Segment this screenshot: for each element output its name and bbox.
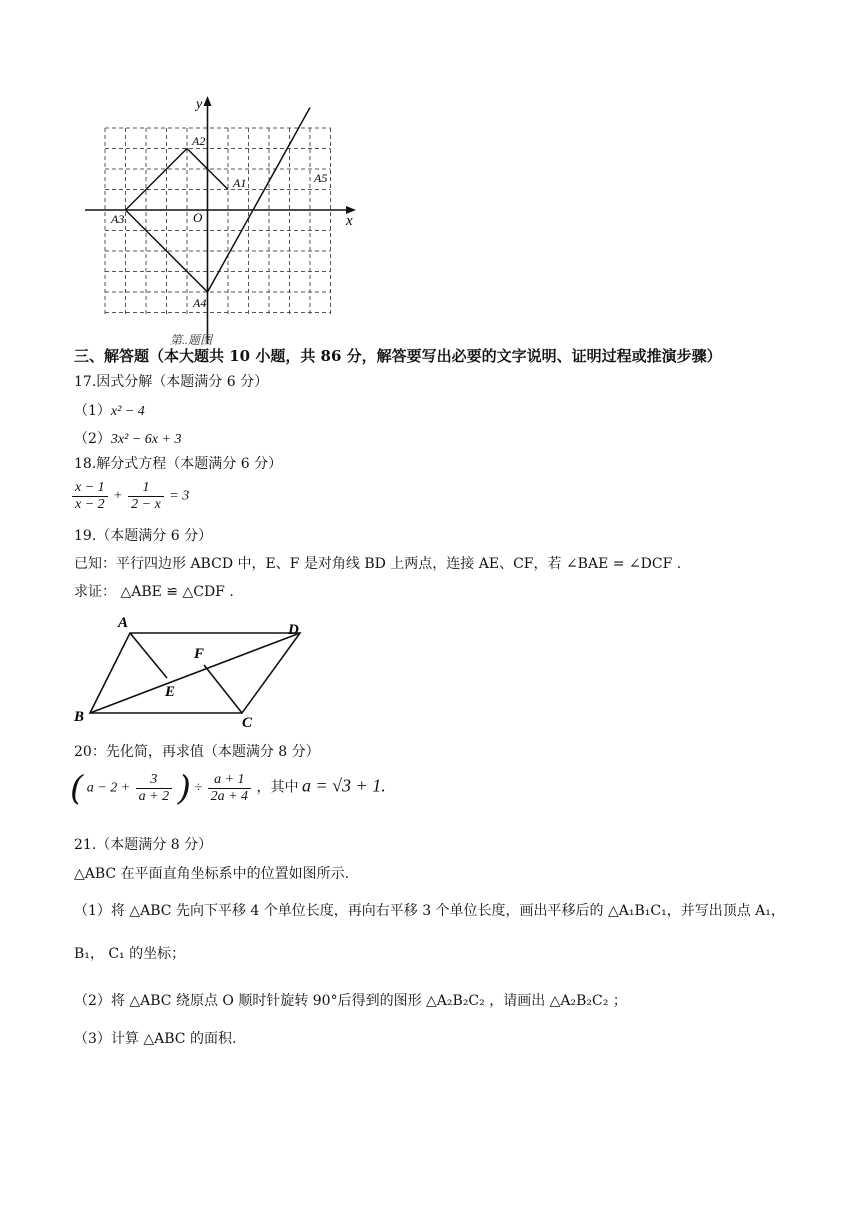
q20-left-paren: ( — [70, 768, 84, 809]
point-e-label: E — [165, 684, 176, 700]
path-a3-a4-a5 — [126, 108, 311, 293]
section-heading: 三、解答题（本大题共 10 小题，共 86 分，解答要写出必要的文字说明、证明过程或推演步骤） — [74, 347, 722, 365]
vertex-d-label: D — [288, 622, 299, 638]
vertex-b-label: B — [74, 709, 85, 725]
q20-where: ，其中 — [256, 780, 299, 796]
q20-expr-a: a − 2 + — [86, 780, 131, 796]
point-f-label: F — [194, 646, 205, 662]
q20-f1-numerator: 3 — [136, 772, 172, 789]
q21-intro: △ABC 在平面直角坐标系中的位置如图所示. — [74, 866, 350, 882]
point-a4-label: A4 — [193, 296, 207, 310]
figure-caption: 第..题图 — [170, 333, 213, 346]
q18-fraction-2 — [128, 480, 164, 513]
q20-divide: ÷ — [194, 780, 203, 796]
q17-part1-label: （1） — [74, 403, 111, 419]
diagonal-bd — [90, 633, 300, 713]
parallelogram-figure — [70, 610, 320, 735]
q20-right-paren: ) — [177, 768, 191, 809]
origin-label: O — [193, 210, 203, 225]
q17-part1-expr: x² − 4 — [110, 404, 145, 419]
point-a2-label: A2 — [192, 134, 206, 148]
q18-equation — [70, 480, 189, 513]
segment-ae — [130, 633, 167, 678]
q18-fraction-1 — [72, 480, 108, 513]
q21-part2: （2）将 △ABC 绕原点 O 顺时针旋转 90°后得到的图形 △A₂B₂C₂ ，请画出 △A₂B₂C₂ ； — [74, 993, 627, 1009]
q17-part2-label: （2） — [74, 431, 111, 447]
q20-title: 20：先化简，再求值（本题满分 8 分） — [74, 744, 320, 760]
point-a1-label: A1 — [233, 176, 247, 190]
q17-part2-expr: 3x² − 6x + 3 — [110, 432, 182, 447]
q18-f1-denominator: x − 2 — [75, 497, 105, 512]
q21-part1-cont: B₁， C₁ 的坐标； — [74, 946, 186, 962]
q18-f2-numerator: 1 — [128, 480, 164, 497]
q21-title: 21.（本题满分 8 分） — [74, 837, 213, 853]
q21-part1: （1）将 △ABC 先向下平移 4 个单位长度，再向右平移 3 个单位长度，画出平移后的 △A₁B₁C₁，并写出顶点 A₁， — [74, 903, 785, 919]
segment-cf — [204, 665, 242, 713]
q18-title: 18.解分式方程（本题满分 6 分） — [74, 456, 283, 472]
y-axis-label: y — [196, 97, 203, 112]
q20-f1-denominator: a + 2 — [138, 789, 170, 804]
point-a3-label: A3 — [111, 212, 125, 226]
q20-fraction-1 — [136, 772, 172, 805]
q20-fraction-2 — [208, 772, 251, 805]
q20-f2-numerator: a + 1 — [208, 772, 251, 789]
y-axis-arrow — [204, 96, 212, 106]
q18-f1-numerator: x − 1 — [72, 480, 108, 497]
q17-title: 17.因式分解（本题满分 6 分） — [74, 374, 269, 390]
q18-f2-denominator: 2 − x — [131, 497, 161, 512]
q21-part3: （3）计算 △ABC 的面积. — [74, 1031, 237, 1047]
q20-f2-denominator: 2a + 4 — [210, 789, 249, 804]
vertex-a-label: A — [118, 615, 129, 631]
q20-expression — [70, 768, 386, 809]
q17-part1 — [74, 402, 145, 421]
q18-plus: + — [113, 488, 123, 504]
q18-rhs: = 3 — [169, 488, 190, 504]
x-axis-label: x — [346, 213, 353, 229]
grid-lines — [105, 128, 331, 314]
q19-given: 已知：平行四边形 ABCD 中，E、F 是对角线 BD 上两点，连接 AE、CF，若 ∠BAE = ∠DCF . — [74, 556, 682, 572]
point-a5-label: A5 — [314, 171, 328, 185]
q19-title: 19.（本题满分 6 分） — [74, 528, 213, 544]
vertex-c-label: C — [242, 715, 253, 731]
q20-value: a = √3 + 1. — [302, 775, 386, 796]
coordinate-grid-figure — [80, 96, 380, 346]
q19-prove: 求证： △ABE ≌ △CDF . — [74, 584, 234, 600]
path-a3-a2-a1 — [126, 149, 229, 211]
q17-part2 — [74, 430, 181, 449]
